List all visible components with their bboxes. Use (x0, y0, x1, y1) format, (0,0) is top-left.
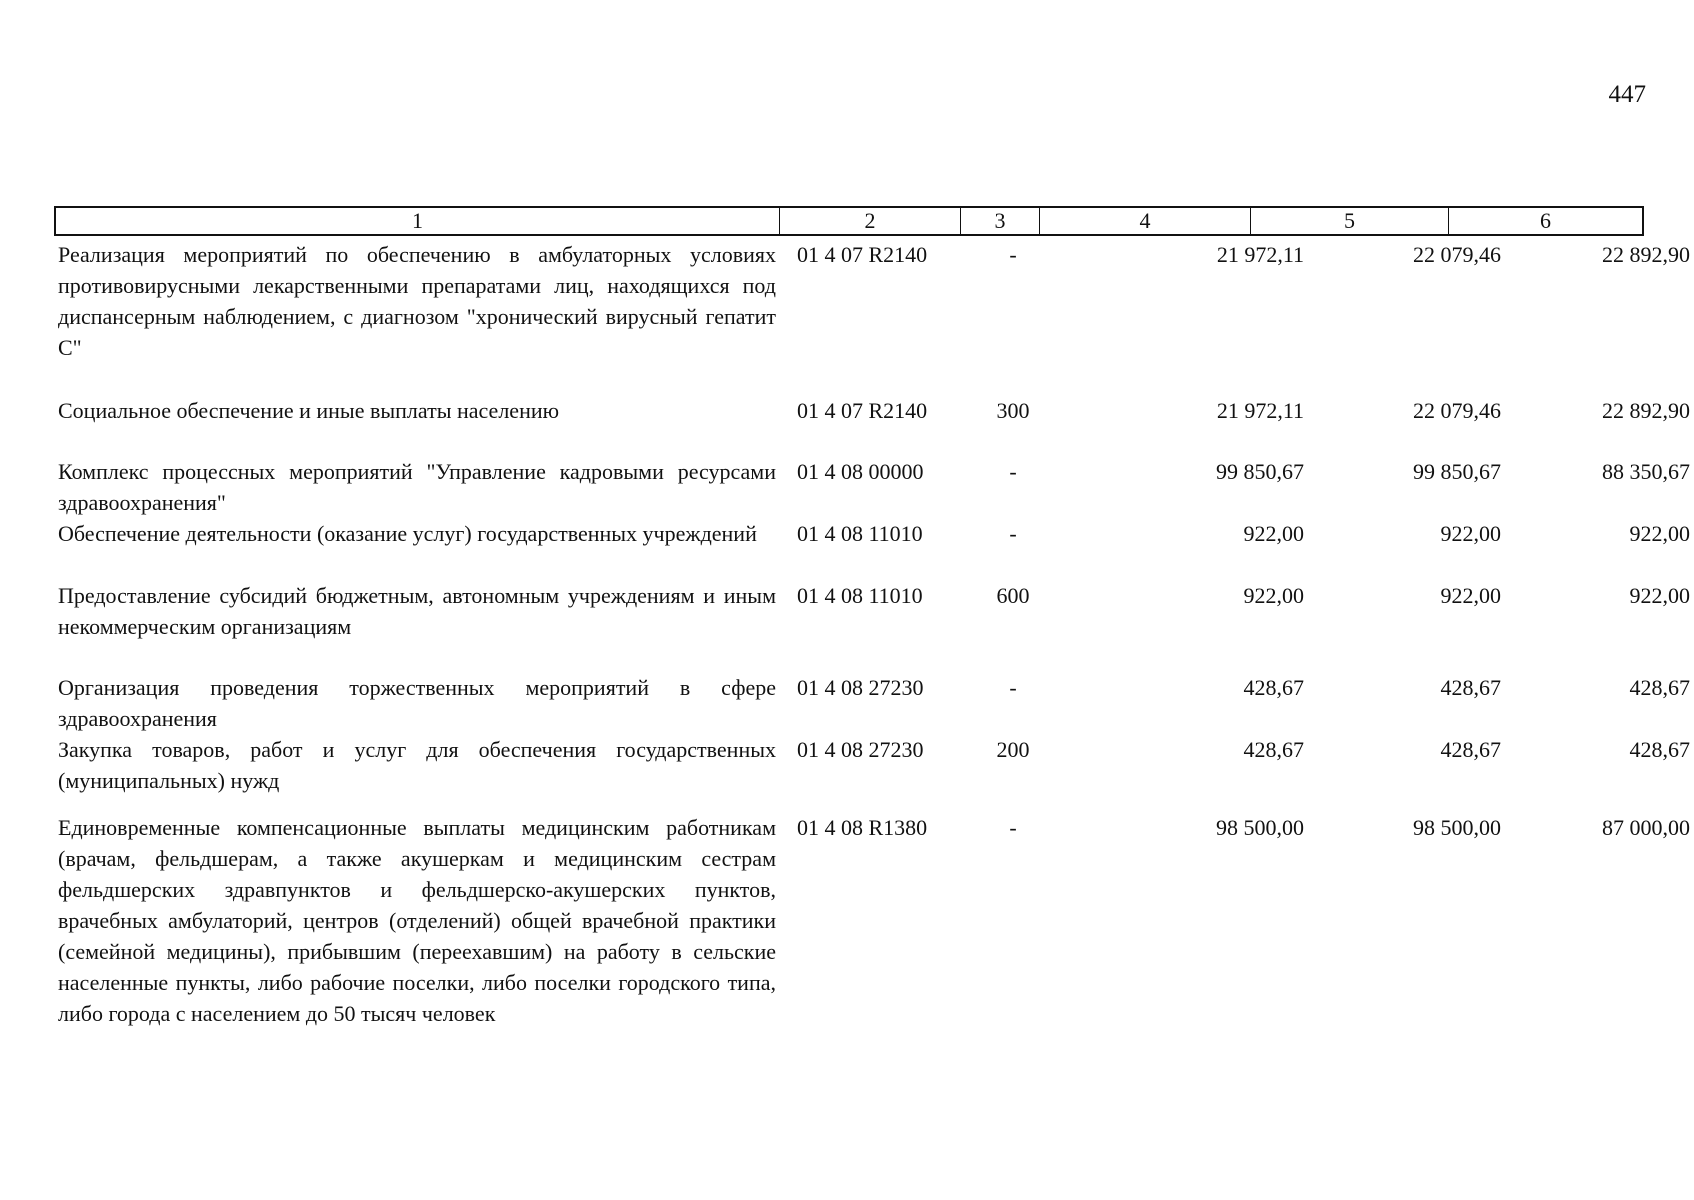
row-value-col6: 922,00 (1629, 583, 1690, 608)
row-value-col6: 22 892,90 (1602, 242, 1690, 267)
row-code: 01 4 07 R2140 (797, 242, 928, 267)
row-value-col4: 21 972,11 (1216, 398, 1304, 423)
row-value-col4: 21 972,11 (1216, 242, 1304, 267)
row-value-col4: 428,67 (1243, 737, 1304, 762)
row-description: Комплекс процессных мероприятий "Управление кадровыми ресурсами здравоохранения" (58, 459, 776, 515)
row-value-col5: 98 500,00 (1413, 815, 1501, 840)
row-expense-type: - (1009, 459, 1017, 484)
row-expense-type: - (1009, 242, 1017, 267)
row-value-col6: 922,00 (1629, 521, 1690, 546)
table-header (54, 206, 1644, 236)
row-expense-type: 600 (996, 583, 1030, 608)
row-code: 01 4 08 00000 (797, 459, 924, 484)
row-value-col6: 88 350,67 (1602, 459, 1690, 484)
row-value-col6: 22 892,90 (1602, 398, 1690, 423)
row-description: Единовременные компенсационные выплаты медицинским работникам (врачам, фельдшерам, а также акушеркам и медицинским сестрам фельдшерских здравпунктов и фельдшерско-акушерских пунктов, врачебных амбулаторий, центров (отделений) общей врачебной практики (семейной медицины), прибывшим (переехавшим) на работу в сельские населенные пункты, либо рабочие поселки, либо поселки городского типа, либо города с населением до 50 тысяч человек (58, 815, 776, 1026)
row-value-col4: 98 500,00 (1216, 815, 1304, 840)
row-value-col5: 922,00 (1440, 583, 1501, 608)
row-description: Предоставление субсидий бюджетным, автономным учреждениям и иным некоммерческим организациям (58, 583, 776, 639)
row-value-col6: 428,67 (1629, 675, 1690, 700)
header-col-3: 3 (961, 208, 1040, 234)
row-value-col5: 428,67 (1440, 675, 1501, 700)
row-expense-type: - (1009, 675, 1017, 700)
row-code: 01 4 08 27230 (797, 675, 924, 700)
header-col-1: 1 (56, 208, 780, 234)
row-value-col4: 428,67 (1243, 675, 1304, 700)
row-expense-type: - (1009, 815, 1017, 840)
row-description: Социальное обеспечение и иные выплаты населению (58, 398, 560, 423)
row-code: 01 4 07 R2140 (797, 398, 928, 423)
row-value-col4: 922,00 (1243, 583, 1304, 608)
header-col-2: 2 (780, 208, 961, 234)
header-col-6: 6 (1540, 208, 1551, 233)
row-value-col4: 922,00 (1243, 521, 1304, 546)
row-value-col5: 428,67 (1440, 737, 1501, 762)
row-description: Обеспечение деятельности (оказание услуг) государственных учреждений (58, 521, 757, 546)
row-expense-type: 200 (996, 737, 1030, 762)
row-expense-type: - (1009, 521, 1017, 546)
header-col-5: 5 (1251, 208, 1449, 234)
row-code: 01 4 08 11010 (797, 583, 923, 608)
row-value-col5: 22 079,46 (1413, 242, 1501, 267)
page-number: 447 (1608, 81, 1646, 108)
row-description: Организация проведения торжественных мероприятий в сфере здравоохранения (58, 675, 776, 731)
row-value-col6: 428,67 (1629, 737, 1690, 762)
row-code: 01 4 08 11010 (797, 521, 923, 546)
row-value-col5: 922,00 (1440, 521, 1501, 546)
row-value-col5: 99 850,67 (1413, 459, 1501, 484)
row-code: 01 4 08 R1380 (797, 815, 928, 840)
header-col-4: 4 (1040, 208, 1251, 234)
row-description: Реализация мероприятий по обеспечению в амбулаторных условиях противовирусными лекарственными препаратами лиц, находящихся под диспансерным наблюдением, с диагнозом "хронический вирусный гепатит С" (58, 242, 776, 360)
row-expense-type: 300 (996, 398, 1030, 423)
row-value-col5: 22 079,46 (1413, 398, 1501, 423)
row-description: Закупка товаров, работ и услуг для обеспечения государственных (муниципальных) нужд (58, 737, 776, 793)
row-value-col4: 99 850,67 (1216, 459, 1304, 484)
row-value-col6: 87 000,00 (1602, 815, 1690, 840)
row-code: 01 4 08 27230 (797, 737, 924, 762)
